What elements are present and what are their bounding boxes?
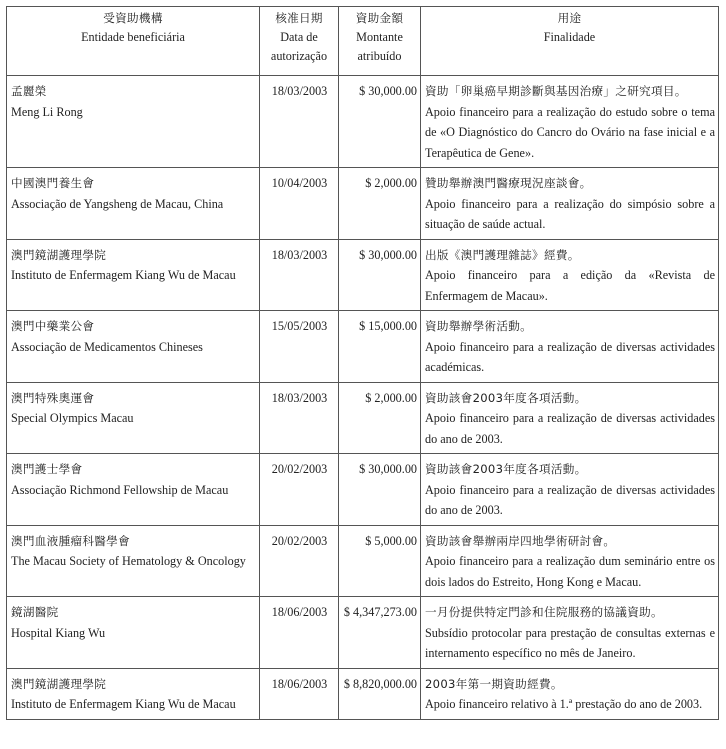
purpose-zh: 資助該會2003年度各項活動。 [425, 462, 587, 476]
institution-zh: 中國澳門養生會 [11, 176, 95, 190]
institution-cell [7, 382, 260, 454]
institution-pt: Associação Richmond Fellowship de Macau [11, 482, 229, 497]
institution-cell [7, 668, 260, 719]
header-row [7, 7, 719, 76]
date-cell: 18/06/2003 [260, 668, 339, 719]
purpose-pt: Apoio financeiro para a realização dum seminário entre os dois lados do Estreito, Hong Kong e Macau. [425, 554, 715, 589]
purpose-zh: 2003年第一期資助經費。 [425, 676, 563, 691]
institution-zh: 澳門特殊奧運會 [11, 390, 95, 405]
header-amount-pt1: Montante [356, 30, 403, 44]
institution-cell [7, 311, 260, 383]
institution-pt: Associação de Medicamentos Chineses [11, 339, 203, 354]
purpose-zh: 贊助舉辦澳門醫療現況座談會。 [425, 176, 592, 190]
institution-pt: Special Olympics Macau [11, 411, 134, 425]
purpose-cell [421, 239, 719, 311]
header-amount-pt2: atribuído [357, 49, 402, 63]
table-row [7, 382, 719, 454]
purpose-cell [421, 76, 719, 168]
purpose-zh: 資助該會舉辦兩岸四地學術研討會。 [425, 533, 616, 548]
date-cell: 18/03/2003 [260, 239, 339, 311]
header-amount-zh: 資助金額 [355, 11, 404, 25]
header-date [260, 7, 339, 76]
table-row [7, 668, 719, 719]
date-cell: 18/06/2003 [260, 597, 339, 669]
amount-cell: $ 5,000.00 [339, 525, 421, 597]
table-row [7, 239, 719, 311]
institution-zh: 澳門血液腫瘤科醫學會 [11, 533, 130, 548]
purpose-pt: Apoio financeiro para a edição da «Revista de Enfermagem de Macau». [425, 268, 715, 303]
institution-pt: Meng Li Rong [11, 104, 83, 119]
header-institution-zh: 受資助機構 [103, 11, 163, 25]
table-row [7, 597, 719, 669]
institution-cell [7, 76, 260, 168]
purpose-zh: 資助該會2003年度各項活動。 [425, 390, 587, 405]
table-row [7, 311, 719, 383]
institution-cell [7, 597, 260, 669]
table-row [7, 76, 719, 168]
amount-cell: $ 30,000.00 [339, 454, 421, 526]
purpose-zh: 資助舉辦學術活動。 [425, 319, 533, 333]
purpose-pt: Apoio financeiro para a realização do estudo sobre o tema de «O Diagnóstico do Cancro do Ovário na fase inicial e a Terapêutica de Gene». [425, 104, 715, 160]
institution-cell [7, 168, 260, 240]
institution-zh: 澳門鏡湖護理學院 [11, 676, 107, 691]
header-date-pt1: Data de [280, 30, 318, 44]
institution-zh: 鏡湖醫院 [11, 605, 59, 619]
purpose-cell [421, 525, 719, 597]
amount-cell: $ 4,347,273.00 [339, 597, 421, 669]
header-purpose [421, 7, 719, 76]
institution-zh: 孟麗榮 [11, 84, 47, 98]
table-row [7, 525, 719, 597]
institution-cell [7, 525, 260, 597]
institution-pt: Hospital Kiang Wu [11, 625, 106, 640]
institution-pt: Associação de Yangsheng de Macau, China [11, 196, 224, 211]
purpose-zh: 資助「卵巢癌早期診斷與基因治療」之研究項目。 [425, 84, 687, 98]
grants-page [6, 6, 718, 720]
amount-cell: $ 2,000.00 [339, 382, 421, 454]
header-date-pt2: autorização [270, 49, 328, 63]
grants-table [6, 6, 719, 720]
amount-cell: $ 2,000.00 [339, 168, 421, 240]
amount-cell: $ 8,820,000.00 [339, 668, 421, 719]
header-institution-pt: Entidade beneficiária [81, 30, 185, 44]
header-amount [339, 7, 421, 76]
table-row [7, 168, 719, 240]
purpose-pt: Apoio financeiro para a realização de diversas actividades do ano de 2003. [425, 411, 715, 446]
institution-pt: Instituto de Enfermagem Kiang Wu de Macau [11, 268, 236, 282]
purpose-pt: Apoio financeiro para a realização do simpósio sobre a situação de saúde actual. [425, 196, 715, 231]
purpose-zh: 出版《澳門護理雜誌》經費。 [425, 247, 580, 262]
purpose-cell [421, 668, 719, 719]
purpose-cell [421, 454, 719, 526]
date-cell: 18/03/2003 [260, 382, 339, 454]
purpose-pt: Apoio financeiro relativo à 1.ª prestação do ano de 2003. [425, 697, 703, 711]
amount-cell: $ 30,000.00 [339, 239, 421, 311]
amount-cell: $ 30,000.00 [339, 76, 421, 168]
institution-zh: 澳門護士學會 [11, 462, 83, 476]
institution-zh: 澳門中藥業公會 [11, 319, 95, 333]
purpose-cell [421, 311, 719, 383]
table-row [7, 454, 719, 526]
institution-pt: Instituto de Enfermagem Kiang Wu de Macau [11, 697, 236, 711]
date-cell: 20/02/2003 [260, 454, 339, 526]
amount-cell: $ 15,000.00 [339, 311, 421, 383]
purpose-pt: Apoio financeiro para a realização de diversas actividades do ano de 2003. [425, 482, 715, 517]
purpose-pt: Apoio financeiro para a realização de diversas actividades académicas. [425, 339, 715, 374]
institution-zh: 澳門鏡湖護理學院 [11, 247, 107, 262]
institution-pt: The Macau Society of Hematology & Oncology [11, 554, 246, 568]
purpose-cell [421, 382, 719, 454]
date-cell: 18/03/2003 [260, 76, 339, 168]
date-cell: 10/04/2003 [260, 168, 339, 240]
date-cell: 20/02/2003 [260, 525, 339, 597]
institution-cell [7, 239, 260, 311]
header-purpose-pt: Finalidade [543, 30, 596, 44]
date-cell: 15/05/2003 [260, 311, 339, 383]
purpose-cell [421, 168, 719, 240]
header-purpose-zh: 用途 [557, 11, 582, 25]
header-institution [7, 7, 260, 76]
purpose-zh: 一月份提供特定門診和住院服務的協議資助。 [425, 605, 663, 619]
purpose-cell [421, 597, 719, 669]
purpose-pt: Subsídio protocolar para prestação de consultas externas e internamento específico no mês de Janeiro. [425, 625, 715, 660]
header-date-zh: 核准日期 [275, 11, 323, 25]
institution-cell [7, 454, 260, 526]
